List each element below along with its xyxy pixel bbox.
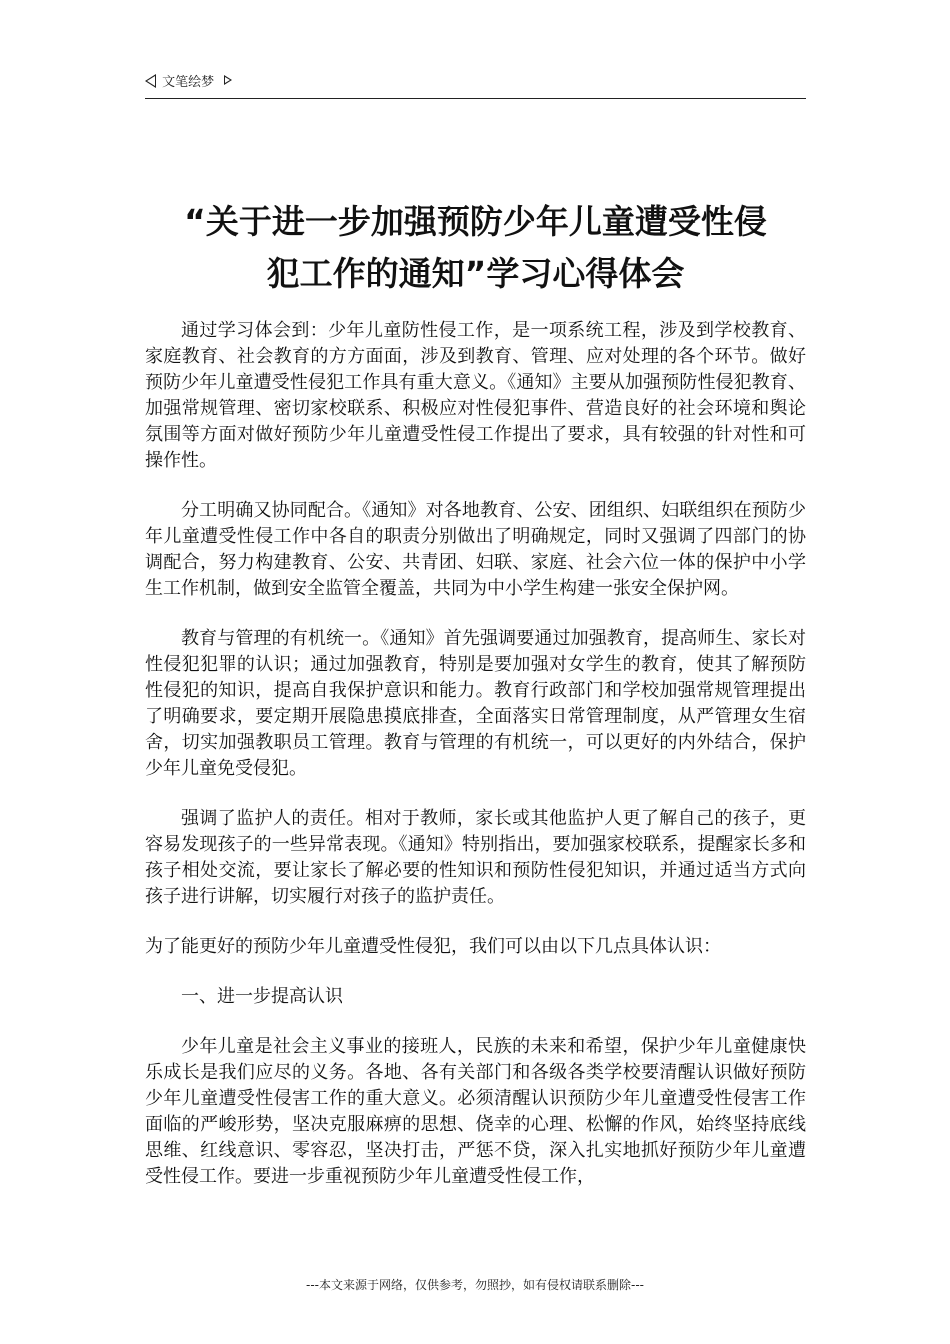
document-body — [145, 318, 806, 1214]
triangle-right-icon — [224, 75, 232, 85]
title-line-2: 犯工作的通知”学习心得体会 — [266, 254, 685, 293]
section-heading-1: 一、进一步提高认识 — [181, 986, 343, 1007]
paragraph-4: 强调了监护人的责任。相对于教师，家长或其他监护人更了解自己的孩子，更容易发现孩子的一些异常表现。《通知》特别指出，要加强家校联系，提醒家长多和孩子相处交流，要让家长了解必要的性知识和预防性侵犯知识，并通过适当方式向孩子进行讲解，切实履行对孩子的监护责任。 — [145, 808, 806, 907]
paragraph-5: 为了能更好的预防少年儿童遭受性侵犯，我们可以由以下几点具体认识： — [145, 936, 721, 957]
page-footer: ---本文来源于网络，仅供参考，勿照抄，如有侵权请联系删除--- — [306, 1278, 644, 1292]
paragraph-2: 分工明确又协同配合。《通知》对各地教育、公安、团组织、妇联组织在预防少年儿童遭受性侵工作中各自的职责分别做出了明确规定，同时又强调了四部门的协调配合，努力构建教育、公安、共青团、妇联、家庭、社会六位一体的保护中小学生工作机制，做到安全监管全覆盖，共同为中小学生构建一张安全保护网。 — [145, 500, 806, 599]
paragraph-6: 少年儿童是社会主义事业的接班人，民族的未来和希望，保护少年儿童健康快乐成长是我们应尽的义务。各地、各有关部门和各级各类学校要清醒认识做好预防少年儿童遭受性侵害工作的重大意义。必须清醒认识预防少年儿童遭受性侵害工作面临的严峻形势，坚决克服麻痹的思想、侥幸的心理、松懈的作风，始终坚持底线思维、红线意识、零容忍，坚决打击，严惩不贷，深入扎实地抓好预防少年儿童遭受性侵工作。要进一步重视预防少年儿童遭受性侵工作， — [145, 1036, 806, 1187]
triangle-left-icon — [145, 74, 156, 88]
paragraph-3: 教育与管理的有机统一。《通知》首先强调要通过加强教育，提高师生、家长对性侵犯犯罪的认识；通过加强教育，特别是要加强对女学生的教育，使其了解预防性侵犯的知识，提高自我保护意识和能力。教育行政部门和学校加强常规管理提出了明确要求，要定期开展隐患摸底排查，全面落实日常管理制度，从严管理女生宿舍，切实加强教职员工管理。教育与管理的有机统一，可以更好的内外结合，保护少年儿童免受侵犯。 — [145, 628, 806, 779]
page-header — [145, 72, 806, 99]
title-line-1: “关于进一步加强预防少年儿童遭受性侵 — [184, 202, 767, 241]
paragraph-1: 通过学习体会到：少年儿童防性侵工作，是一项系统工程，涉及到学校教育、家庭教育、社会教育的方方面面，涉及到教育、管理、应对处理的各个环节。做好预防少年儿童遭受性侵犯工作具有重大意义。《通知》主要从加强预防性侵犯教育、加强常规管理、密切家校联系、积极应对性侵犯事件、营造良好的社会环境和舆论氛围等方面对做好预防少年儿童遭受性侵工作提出了要求，具有较强的针对性和可操作性。 — [145, 320, 806, 471]
header-brand: 文笔绘梦 — [162, 75, 215, 90]
document-title — [145, 196, 806, 300]
